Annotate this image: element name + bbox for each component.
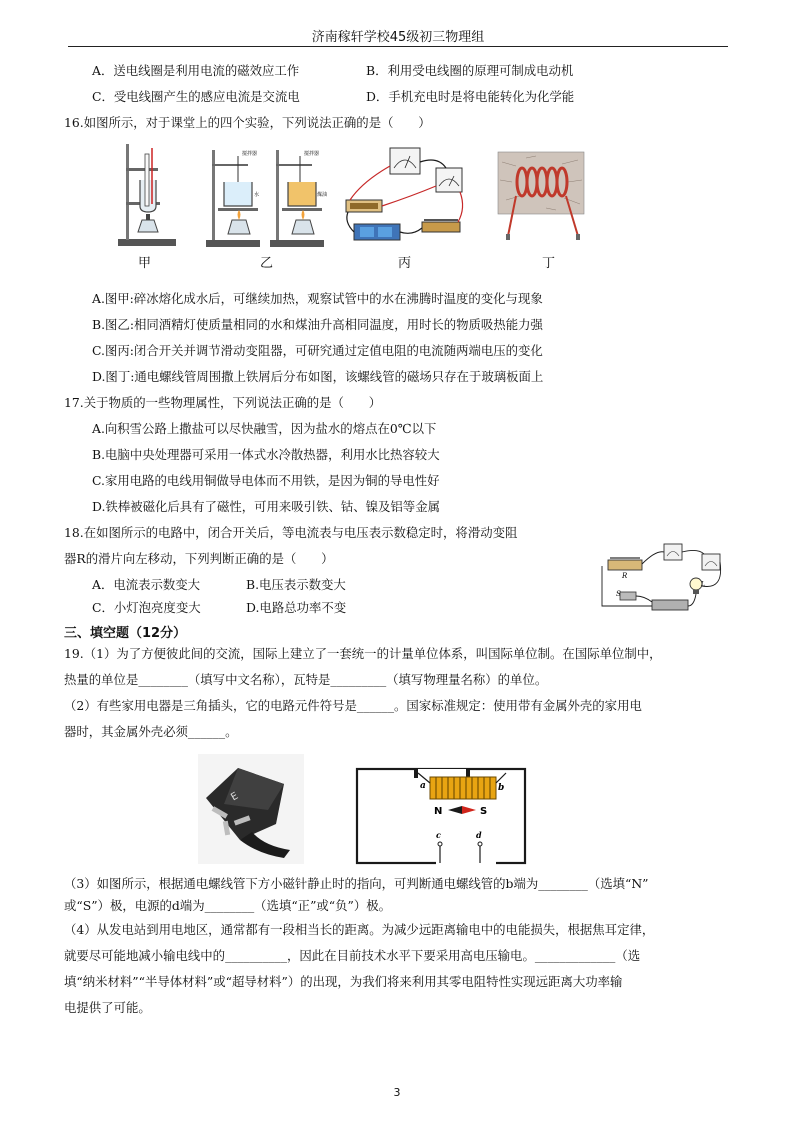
section-three-title: 三、填空题（12分）	[64, 626, 187, 641]
label-needle-s: S	[480, 806, 488, 817]
page-number: 3	[393, 1086, 401, 1099]
q19-part1-line1: 19.（1）为了方便彼此间的交流，国际上建立了一套统一的计量单位体系，叫国际单位制。在国际单位制中，	[64, 646, 662, 661]
q16-option-d: D.图丁:通电螺线管周围撒上铁屑后分布如图，该螺线管的磁场只存在于玻璃板面上	[92, 369, 544, 384]
q17-stem: 17.关于物质的一些物理属性，下列说法正确的是（ ）	[64, 395, 382, 410]
label-b: b	[498, 783, 505, 793]
q17-option-d: D.铁棒被磁化后具有了磁性，可用来吸引铁、钴、镍及铝等金属	[92, 499, 440, 514]
q18-option-c: C．小灯泡亮度变大	[92, 600, 201, 615]
label-s: S	[616, 590, 621, 598]
q18-stem-line1: 18.在如图所示的电路中，闭合开关后，等电流表与电压表示数稳定时，将滑动变阻	[64, 525, 518, 540]
figure-caption-bing: 丙	[398, 256, 412, 271]
q19-part2-line1: （2）有些家用电器是三角插头，它的电路元件符号是______。国家标准规定：使用带有金属外壳的家用电	[64, 698, 642, 713]
label-needle-n: N	[434, 806, 443, 817]
figure-solenoid-circuit	[356, 768, 526, 864]
q16-option-b: B.图乙:相同酒精灯使质量相同的水和煤油升高相同温度，用时长的物质吸热能力强	[92, 317, 543, 332]
figure-caption-jia: 甲	[138, 256, 152, 271]
figure-yi-heating-apparatus	[204, 146, 326, 250]
page-header: 济南稼轩学校45级初三物理组	[311, 30, 485, 45]
figure-caption-yi: 乙	[260, 256, 274, 271]
q17-option-b: B.电脑中央处理器可采用一体式水冷散热器，利用水比热容较大	[92, 447, 440, 462]
q19-part3-line2: 或“S”）极，电源的d端为________（选填“正”或“负”）极。	[64, 898, 392, 913]
figure-q18-circuit	[598, 540, 726, 616]
q15-option-d: D．手机充电时是将电能转化为化学能	[366, 89, 575, 104]
label-water: 水	[254, 192, 260, 198]
figure-ding-solenoid-iron-filings	[496, 150, 586, 242]
q19-part4-line1: （4）从发电站到用电地区，通常都有一段相当长的距离。为减少远距离输电中的电能损失，根据焦耳定律，	[64, 922, 655, 937]
figure-three-pin-plug	[198, 754, 304, 864]
q18-option-b: B.电压表示数变大	[246, 577, 346, 592]
q17-option-c: C.家用电路的电线用铜做导电体而不用铁，是因为铜的导电性好	[92, 473, 440, 488]
q17-option-a: A.向积雪公路上撒盐可以尽快融雪，因为盐水的熔点在0℃以下	[92, 421, 437, 436]
q19-part4-line2: 就要尽可能地减小输电线中的__________，因此在目前技术水平下要采用高电压输电。_____________（选	[64, 948, 641, 963]
q16-stem: 16.如图所示，对于课堂上的四个实验，下列说法正确的是（ ）	[64, 115, 431, 130]
q19-part3-line1: （3）如图所示，根据通电螺线管下方小磁针静止时的指向，可判断通电螺线管的b端为________（选填“N”	[64, 876, 649, 891]
figure-jia-melting-apparatus	[116, 140, 178, 248]
header-rule	[68, 46, 728, 47]
q15-option-c: C．受电线圈产生的感应电流是交流电	[92, 89, 300, 104]
q19-part4-line3: 填“纳米材料”“半导体材料”或“超导材料”）的出现，为我们将来利用其零电阻特性实现远距离大功率输	[64, 974, 623, 989]
q15-option-b: B．利用受电线圈的原理可制成电动机	[366, 63, 574, 78]
q15-option-a: A．送电线圈是利用电流的磁效应工作	[92, 63, 300, 78]
label-stirrer-right: 搅拌器	[304, 151, 320, 157]
q19-part2-line2: 器时，其金属外壳必须______。	[64, 724, 238, 739]
figure-caption-ding: 丁	[542, 256, 556, 271]
label-stirrer-left: 搅拌器	[242, 151, 258, 157]
q18-stem-line2: 器R的滑片向左移动，下列判断正确的是（ ）	[64, 551, 334, 566]
label-d: d	[476, 830, 482, 840]
q19-part1-line2: 热量的单位是________（填写中文名称），瓦特是_________（填写物理量名称）的单位。	[64, 672, 548, 687]
label-a: a	[420, 781, 426, 791]
figure-bing-circuit-apparatus	[342, 146, 466, 246]
q16-option-a: A.图甲:碎冰熔化成水后，可继续加热，观察试管中的水在沸腾时温度的变化与现象	[92, 291, 543, 306]
label-oil: 煤油	[317, 192, 328, 198]
label-r: R	[622, 572, 628, 580]
q18-option-d: D.电路总功率不变	[246, 600, 347, 615]
q19-part4-line4: 电提供了可能。	[64, 1000, 151, 1015]
q16-option-c: C.图丙:闭合开关并调节滑动变阻器，可研究通过定值电阻的电流随两端电压的变化	[92, 343, 543, 358]
q18-option-a: A．电流表示数变大	[92, 577, 201, 592]
label-plug-e: E	[229, 790, 241, 804]
label-c: c	[436, 830, 441, 840]
label-l: L	[701, 581, 705, 588]
